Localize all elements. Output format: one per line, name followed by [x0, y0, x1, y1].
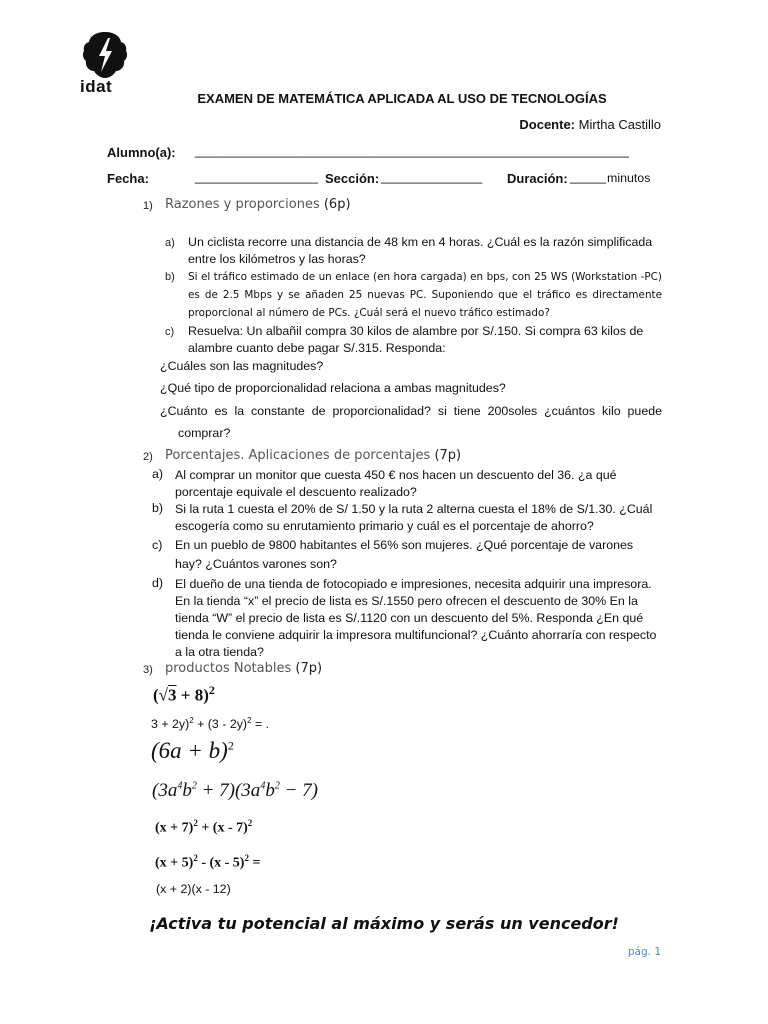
section1-number: 1)	[143, 200, 153, 212]
expr-x-plus-2: (x + 2)(x - 12)	[156, 882, 231, 896]
fecha-label: Fecha:	[107, 171, 149, 186]
alumno-label: Alumno(a):	[107, 145, 176, 160]
section3-heading	[165, 661, 322, 676]
s1-question-2: ¿Qué tipo de proporcionalidad relaciona a ambas magnitudes?	[160, 381, 506, 395]
s1-c-label: c)	[165, 326, 175, 338]
seccion-field[interactable]: ______________	[381, 169, 483, 184]
motto: ¡Activa tu potencial al máximo y serás un vencedor!	[149, 914, 619, 933]
section1-points: (6p)	[323, 197, 351, 212]
s2-d-text: El dueño de una tienda de fotocopiado e impresiones, necesita adquirir una impresora. En la tienda “x” el precio de lista es S/.1550 pero ofrecen el descuento de 30% En la tienda “W” el precio de lista es S/.1120 con un descuento del 5%. Responda ¿En qué tienda le conviene adquirir la impresora multifuncional? ¿Cuánto ahorraría con respecto a la otra tienda?	[175, 577, 657, 659]
expr-x-plus-7: $(x + 7)^2 + (x - 7)^2$	[155, 818, 253, 836]
expr-3-plus-2y: 3 + 2y)$^2$ + (3 - 2y)$^2$ = .	[151, 716, 270, 732]
duracion-unit: minutos	[607, 171, 651, 185]
section3-title: productos Notables	[165, 661, 292, 676]
s2-c-text-2: hay? ¿Cuántos varones son?	[175, 557, 337, 571]
docente-label: Docente:	[519, 117, 576, 132]
expr-sqrt3-plus-8: $(√3 + 8)^2$	[153, 683, 215, 705]
fecha-field[interactable]: _________________	[195, 169, 318, 184]
s1-question-3: ¿Cuánto es la constante de proporcionalidad? si tiene 200soles ¿cuántos kilo puede	[160, 404, 662, 418]
section2-number: 2)	[143, 451, 153, 463]
s2-c-label: c)	[152, 538, 163, 552]
s2-b-text: Si la ruta 1 cuesta el 20% de S/ 1.50 y la ruta 2 alterna cuesta el 18% de S/1.30. ¿Cuál escogería como su enrutamiento primario y cuál es el porcentaje de ahorro?	[175, 502, 653, 533]
logo-text: idat	[80, 77, 113, 96]
docente-name: Mirtha Castillo	[578, 117, 661, 132]
s1-c-text: Resuelva: Un albañil compra 30 kilos de alambre por S/.150. Si compra 63 kilos de alambre cuanto debe pagar S/.315. Responda:	[188, 324, 644, 355]
section2-title: Porcentajes. Aplicaciones de porcentajes	[165, 448, 431, 463]
section1-title: Razones y proporciones	[165, 197, 320, 212]
s2-d-label: d)	[152, 576, 164, 590]
sqrt-symbol: √	[158, 685, 169, 705]
s2-a-label: a)	[152, 467, 164, 481]
section3-points: (7p)	[295, 661, 323, 676]
duracion-label: Duración:	[507, 171, 568, 186]
expr-x-plus-5: $(x + 5)^2 - (x - 5)^2$ =	[155, 853, 261, 871]
docente	[519, 117, 661, 132]
s1-question-1: ¿Cuáles son las magnitudes?	[160, 359, 324, 373]
seccion-label: Sección:	[325, 171, 380, 186]
s2-a-text: Al comprar un monitor que cuesta 450 € nos hacen un descuento del 36. ¿a qué porcentaje equivale el descuento realizado?	[175, 468, 617, 499]
s1-a-text: Un ciclista recorre una distancia de 48 km en 4 horas. ¿Cuál es la razón simplificada entre los kilómetros y las horas?	[188, 235, 653, 266]
duracion-field[interactable]: _____	[570, 169, 607, 184]
s2-b-label: b)	[152, 501, 164, 515]
page-number: pág. 1	[627, 946, 661, 958]
brain-bolt-icon	[82, 30, 128, 80]
alumno-field[interactable]: ____________________________________________________________	[195, 143, 629, 158]
section3-number: 3)	[143, 664, 153, 676]
s2-c-text-1: En un pueblo de 9800 habitantes el 56% son mujeres. ¿Qué porcentaje de varones	[175, 538, 634, 552]
s1-question-3b: comprar?	[178, 426, 231, 440]
expr-6a-plus-b: $(6a + b)^2$	[151, 738, 234, 763]
section2-heading	[165, 448, 461, 463]
s1-a-label: a)	[165, 237, 175, 249]
section2-points: (7p)	[434, 448, 462, 463]
page-title: EXAMEN DE MATEMÁTICA APLICADA AL USO DE TECNOLOGÍAS	[197, 91, 607, 106]
s1-b-label: b)	[165, 271, 175, 283]
expr-3a4b2-product: $(3a^4b^2 + 7)(3a^4b^2 - 7)$	[152, 780, 318, 801]
section1-heading	[165, 197, 351, 212]
s1-b-text: Si el tráfico estimado de un enlace (en hora cargada) en bps, con 25 WS (Workstation -PC) es de 2.5 Mbps y se añaden 25 nuevas PC. Suponiendo que el tráfico es directamente proporcional al número de PCs. ¿Cuál será el nuevo tráfico estimado?	[188, 271, 662, 319]
